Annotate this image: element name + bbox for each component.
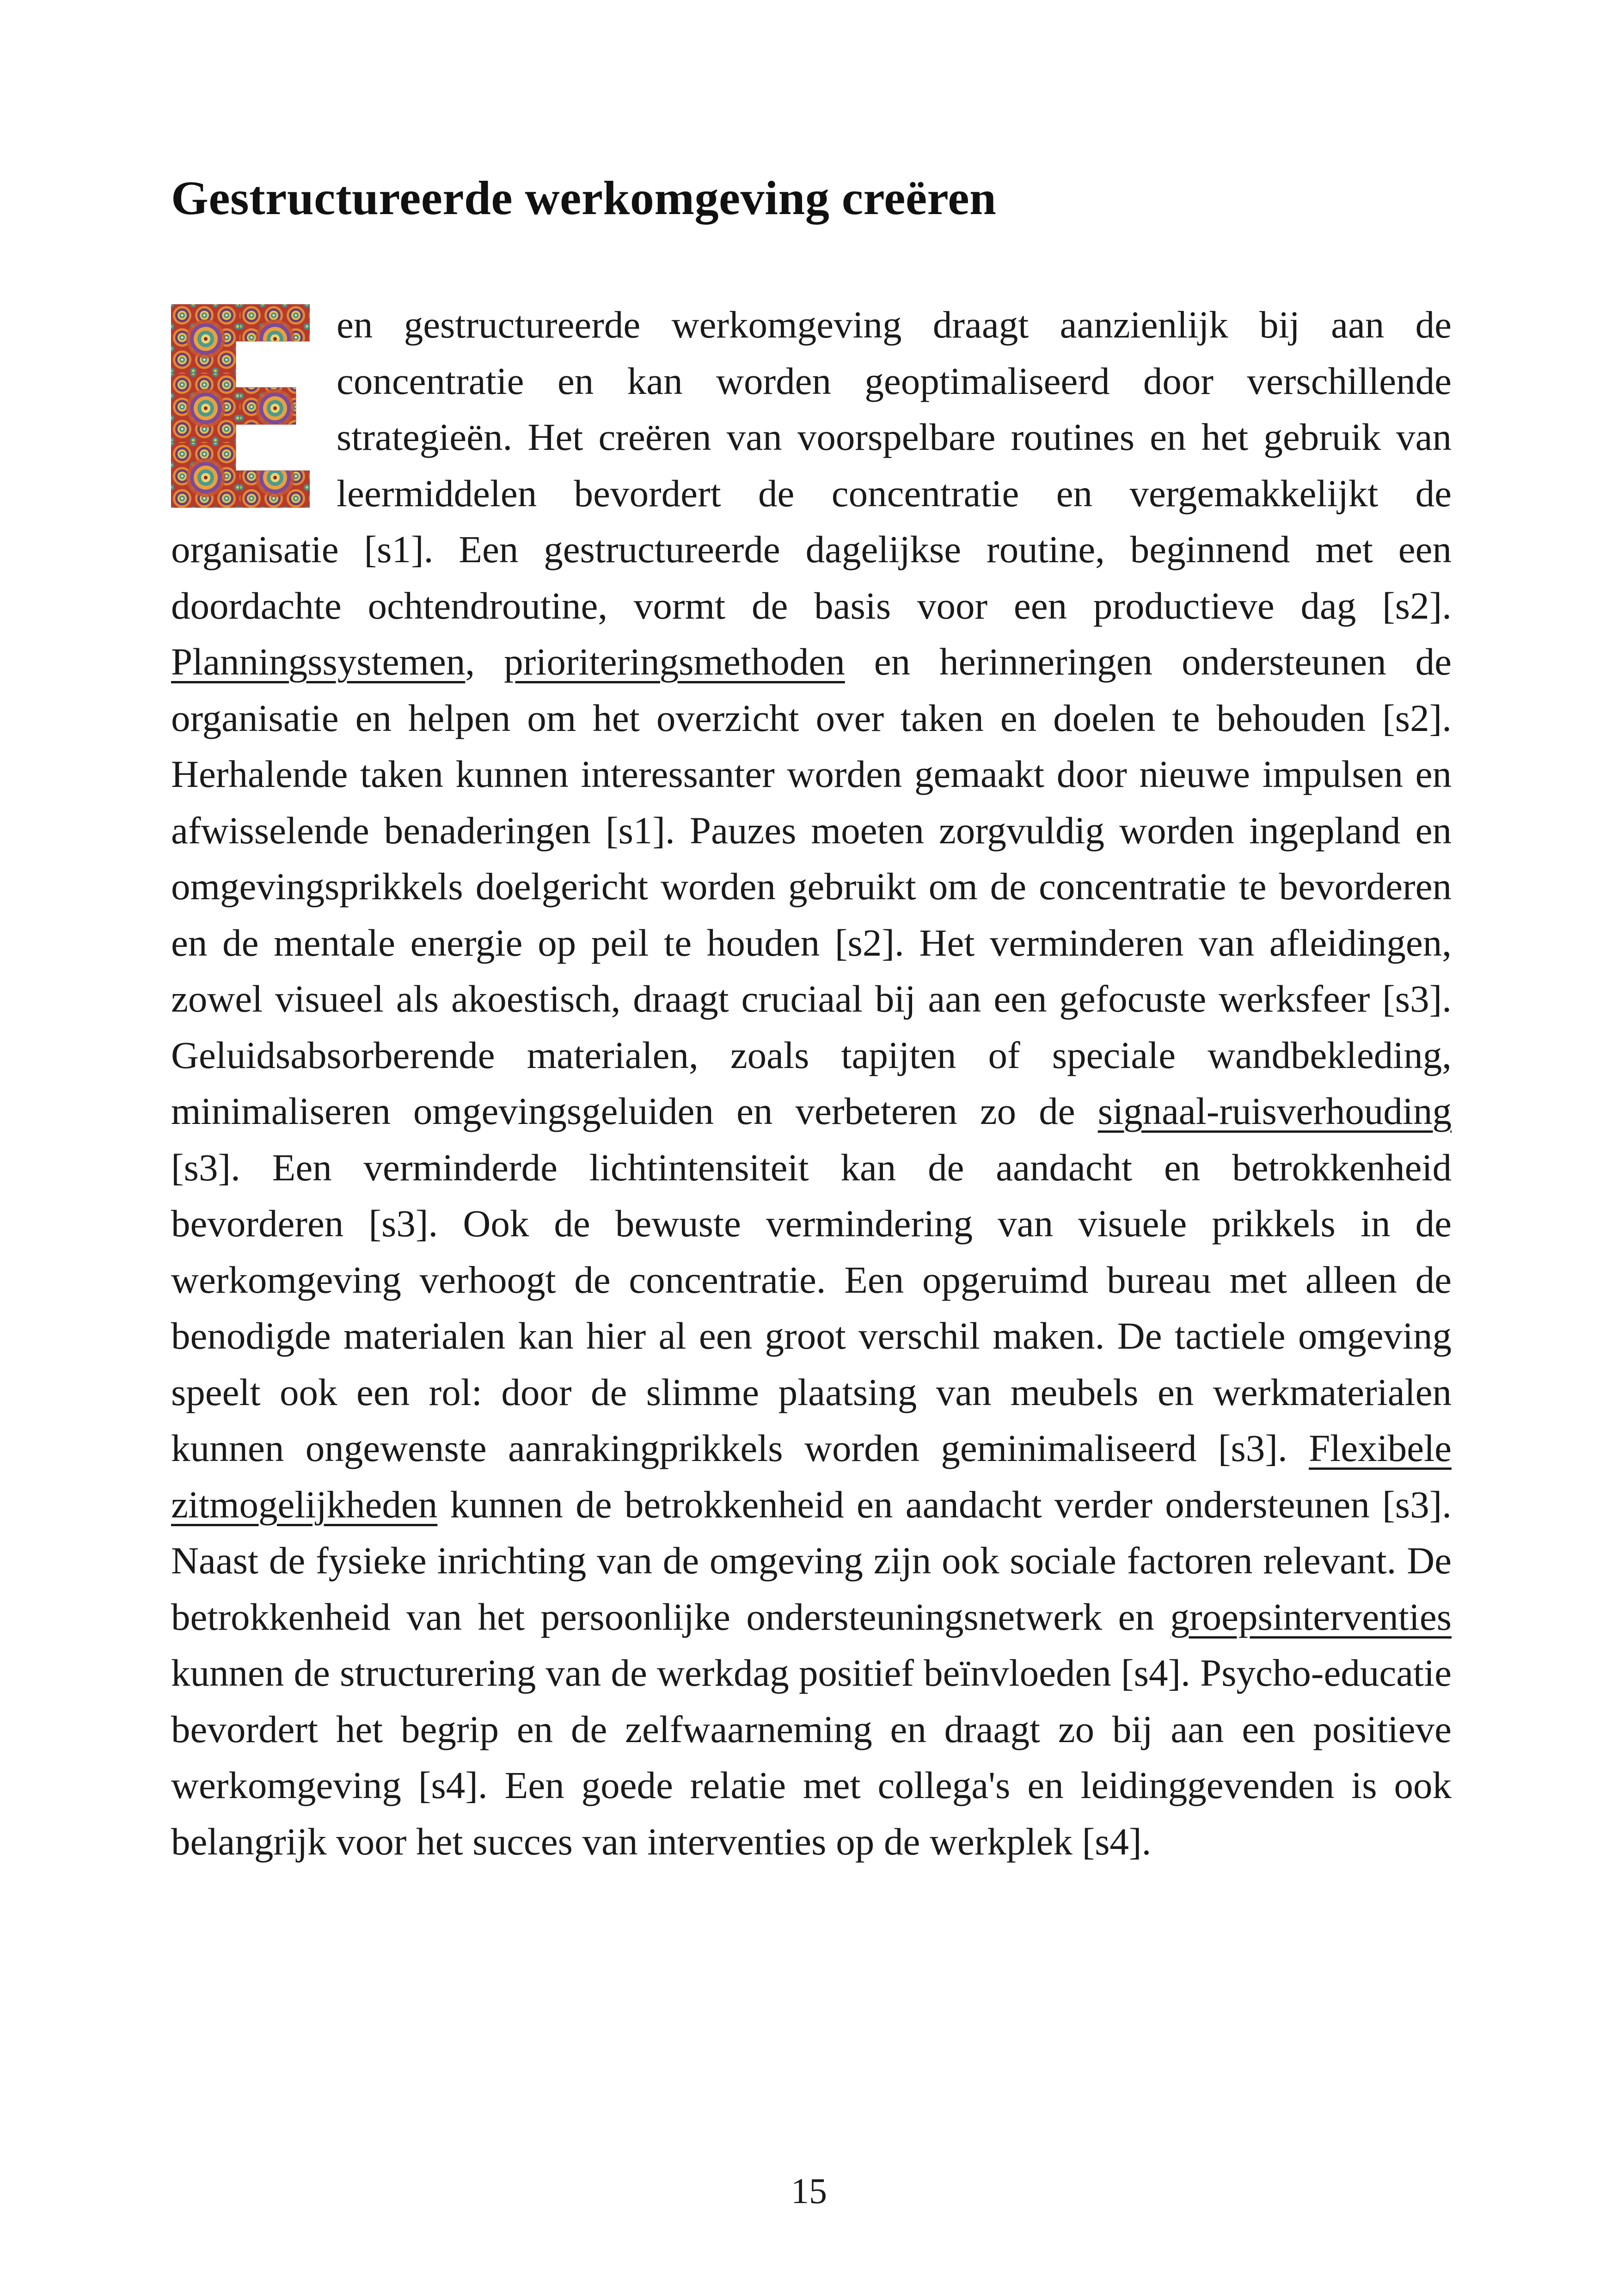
glossary-term-link[interactable]: Flexibele zitmogelijkheden bbox=[171, 1427, 1452, 1526]
page-number: 15 bbox=[791, 2171, 827, 2211]
paragraph-text: kunnen de structurering van de werkdag positief beïnvloeden [s4]. Psycho-educatie bevordert het begrip en de zelfwaarneming en draagt zo bij aan een positieve werkomgeving [s4]. Een goede relatie met collega's en leidinggevenden is ook belangrijk voor het succes van interventies op de werkplek [s4]. bbox=[171, 1651, 1452, 1863]
glossary-term-link[interactable]: groepsinterventies bbox=[1170, 1595, 1452, 1638]
paragraph-text: [s3]. Een verminderde lichtintensiteit kan de aandacht en betrokkenheid bevorderen [s3]. Ook de bewuste vermindering van visuele prikkels in de werkomgeving verhoogt de concentratie. Een opgeruimd bureau met alleen de benodigde materialen kan hier al een groot verschil maken. De tactiele omgeving speelt ook een rol: door de slimme plaatsing van meubels en werkmaterialen kunnen ongewenste aanrakingprikkels worden geminimaliseerd [s3]. bbox=[171, 1146, 1452, 1469]
paragraph-text: en gestructureerde werkomgeving draagt aanzienlijk bij aan de concentratie en kan worden geoptimaliseerd door verschillende strategieën. Het creëren van voorspelbare routines en het gebruik van leermiddelen bevordert de concentratie en vergemakkelijkt de organisatie [s1]. Een gestructureerde dagelijkse routine, beginnend met een doordachte ochtendroutine, vormt de basis voor een productieve dag [s2]. bbox=[171, 303, 1452, 627]
glossary-term-link[interactable]: prioriteringsmethoden bbox=[504, 640, 845, 683]
drop-cap-letter bbox=[171, 304, 310, 508]
section-heading: Gestructureerde werkomgeving creëren bbox=[171, 172, 997, 225]
glossary-term-link[interactable]: signaal-ruisverhouding bbox=[1097, 1090, 1452, 1132]
body-paragraph bbox=[171, 297, 1452, 1870]
paragraph-text: kunnen de betrokkenheid en aandacht verder ondersteunen [s3]. Naast de fysieke inrichting van de omgeving zijn ook sociale factoren relevant. De betrokkenheid van het persoonlijke ondersteuningsnetwerk en bbox=[171, 1483, 1452, 1638]
mandala-drop-cap-icon bbox=[171, 304, 310, 508]
paragraph-text: en herinneringen ondersteunen de organisatie en helpen om het overzicht over taken en doelen te behouden [s2]. Herhalende taken kunnen interessanter worden gemaakt door nieuwe impulsen en afwisselende benaderingen [s1]. Pauzes moeten zorgvuldig worden ingepland en omgevingsprikkels doelgericht worden gebruikt om de concentratie te bevorderen en de mentale energie op peil te houden [s2]. Het verminderen van afleidingen, zowel visueel als akoestisch, draagt cruciaal bij aan een gefocuste werksfeer [s3]. Geluidsabsorberende materialen, zoals tapijten of speciale wandbekleding, minimaliseren omgevingsgeluiden en verbeteren zo de bbox=[171, 640, 1452, 1132]
glossary-term-link[interactable]: Planningssystemen bbox=[171, 640, 466, 683]
paragraph-text: , bbox=[465, 640, 504, 683]
